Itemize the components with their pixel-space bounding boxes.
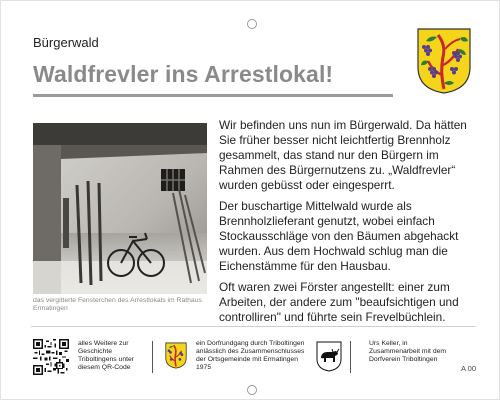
footer-divider: [31, 326, 476, 327]
triboltingen-crest-icon: [416, 27, 472, 95]
location-label: Bürgerwald: [33, 35, 99, 50]
arrest-window-photo: [33, 123, 207, 294]
qr-code-icon[interactable]: [33, 339, 69, 375]
paragraph: Der buschartige Mittelwald wurde als Brennholzlieferant genutzt, wobei einfach Stockausschläge von den Bäumen abgehackt wurden. Aus dem Hochwald schlug man die Eichenstämme für den Hausbau.: [219, 199, 459, 273]
qr-description: alles Weitere zur Geschichte Triboltingens unter diesem QR-Code: [78, 340, 135, 371]
ox-logo-icon: [316, 341, 342, 372]
paragraph: Oft waren zwei Förster angestellt: einer zum Arbeiten, der andere zum "beaufsichtigen und controlliren" und führte sein Frevelbüchlein.: [219, 280, 459, 324]
mounting-hole-bottom: [247, 385, 257, 395]
triboltingen-crest-small-icon: [165, 342, 187, 369]
mounting-hole-top: [247, 19, 257, 29]
credit-text: Urs Keller, in Zusammenarbeit mit dem Dorfverein Triboltingen: [369, 340, 447, 363]
footer-separator: [350, 341, 351, 373]
sign-code: A 00: [461, 364, 477, 373]
tour-description: ein Dorfrundgang durch Triboltingen anlässlich des Zusammenschlusses der Ortsgemeinde mit Ermatingen 1975: [196, 340, 305, 371]
photo-caption: das vergitterte Fensterchen des Arrestlokals im Rathaus Ermatingen: [33, 297, 202, 312]
title-underline: [33, 94, 393, 97]
page-title: Waldfrevler ins Arrestlokal!: [33, 61, 334, 87]
paragraph: Wir befinden uns nun im Bürgerwald. Da hätten Sie früher besser nicht leichtfertig Brennholz gesammelt, das stand nur den Bürgern im Rahmen des Bürgernutzens zu. „Waldfrevler“ wurden gebüsst oder eingesperrt.: [219, 118, 467, 192]
body-text: [219, 118, 481, 331]
footer-separator: [152, 341, 153, 373]
